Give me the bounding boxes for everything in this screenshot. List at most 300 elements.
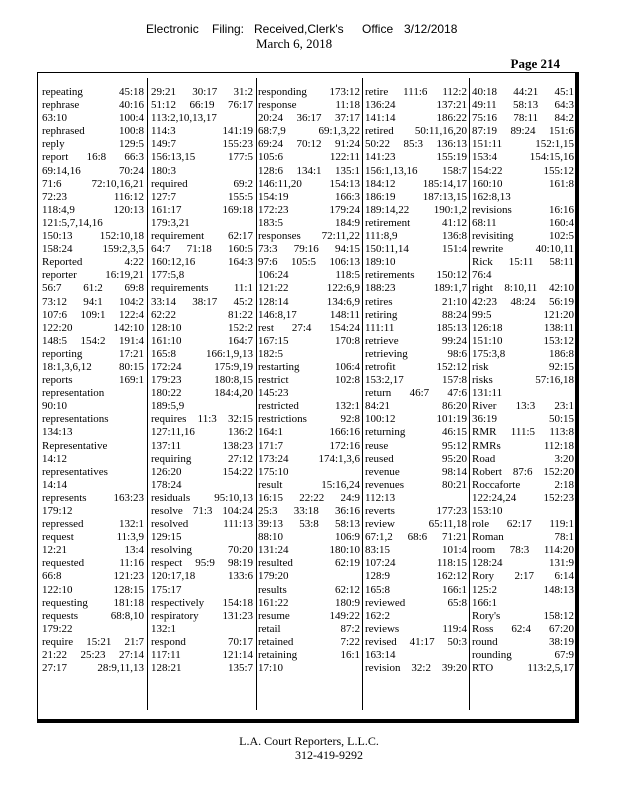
index-token: 175:17	[151, 583, 182, 596]
index-token: Reported	[42, 256, 83, 269]
index-token: 126:20	[151, 465, 182, 478]
index-entry	[151, 387, 253, 400]
index-entry	[365, 584, 467, 597]
index-entry	[258, 191, 360, 204]
index-entry	[151, 151, 253, 164]
index-token: respect	[151, 557, 183, 570]
index-token: risks	[472, 374, 493, 387]
index-entry	[42, 99, 144, 112]
index-entry	[472, 492, 574, 505]
index-token: 92:8	[340, 413, 360, 426]
index-token: 180:10	[329, 544, 360, 557]
index-token: 134:1	[296, 164, 322, 177]
index-entry	[42, 309, 144, 322]
index-entry	[42, 178, 144, 191]
index-token: 76:17	[227, 99, 253, 112]
index-entry	[258, 649, 360, 662]
index-entry	[365, 544, 467, 557]
index-token: 117:11	[151, 649, 181, 662]
index-entry	[258, 570, 360, 583]
index-token: 164:3	[227, 256, 253, 269]
index-token: role	[472, 518, 490, 531]
index-entry	[42, 361, 144, 374]
index-token: 72:10,16,21	[91, 177, 144, 190]
index-entry	[151, 256, 253, 269]
index-token: 27:17	[42, 662, 68, 675]
index-entry	[365, 662, 467, 675]
filing-header	[0, 20, 618, 54]
index-entry	[258, 584, 360, 597]
index-token: 18:1,3,6,12	[42, 360, 92, 373]
index-entry	[42, 597, 144, 610]
index-token: 15:16,24	[321, 478, 360, 491]
index-token: 121:23	[113, 570, 144, 583]
index-token: 150:13	[42, 230, 73, 243]
index-token: 46:7	[409, 387, 430, 400]
index-token: resolve	[151, 505, 183, 517]
index-token: retired	[365, 125, 394, 138]
index-token: revised	[365, 635, 397, 648]
index-entry	[42, 348, 144, 361]
index-token: 121:22	[258, 282, 289, 295]
index-token: 128:24	[472, 557, 503, 570]
index-token: 11:18	[335, 99, 360, 112]
index-token: 142:10	[113, 321, 144, 334]
index-token: 21:7	[124, 635, 144, 648]
index-token: 109:1	[80, 308, 106, 321]
index-token: 169:1	[118, 374, 144, 387]
index-token: 153:12	[543, 334, 574, 347]
index-token: 161:10	[151, 334, 182, 347]
index-entry	[151, 165, 253, 178]
index-token: 25:23	[80, 649, 106, 662]
index-token: 180:22	[151, 387, 182, 400]
index-token: 13:4	[124, 544, 144, 557]
index-token: 155:19	[436, 151, 467, 164]
index-entry	[151, 86, 253, 99]
index-token: 97:6	[258, 256, 278, 269]
index-entry	[42, 322, 144, 335]
index-token: 177:5,8	[151, 269, 185, 282]
index-token: RMR	[472, 426, 497, 439]
index-token: 166:1	[441, 583, 467, 596]
index-entry	[365, 282, 467, 295]
index-entry	[472, 243, 574, 256]
index-token: 6:14	[554, 570, 574, 583]
index-column-4	[365, 86, 467, 675]
index-token: 16:19,21	[105, 269, 144, 282]
index-token: 154:18	[222, 596, 253, 609]
index-token: requires	[151, 413, 187, 426]
column-divider	[147, 78, 148, 710]
index-token: 185:14,17	[422, 177, 467, 190]
index-token: 113:2,10,13,17	[151, 112, 217, 125]
index-token: resolving	[151, 544, 192, 557]
index-token: 122:20	[42, 321, 73, 334]
index-entry	[42, 610, 144, 623]
index-entry	[42, 217, 144, 230]
index-token: restricted	[258, 400, 299, 413]
index-token: 151:4	[441, 243, 467, 256]
index-token: 36:17	[296, 112, 322, 125]
index-token: 172:24	[151, 360, 182, 373]
index-entry	[258, 374, 360, 387]
index-entry	[151, 138, 253, 151]
index-token: 62:12	[334, 583, 360, 596]
index-token: 95:9	[195, 557, 215, 570]
index-token: 186:19	[365, 190, 396, 203]
index-entry	[258, 269, 360, 282]
index-entry	[42, 570, 144, 583]
index-token: 116:12	[113, 190, 144, 203]
index-token: 62:4	[511, 622, 531, 635]
index-token: 98:19	[227, 557, 253, 570]
index-entry	[151, 479, 253, 492]
index-entry	[365, 230, 467, 243]
index-token: 102:8	[334, 374, 360, 387]
index-entry	[365, 322, 467, 335]
index-entry	[365, 204, 467, 217]
index-entry	[258, 531, 360, 544]
index-token: 16:15	[258, 491, 284, 504]
index-token: 83:15	[365, 544, 391, 557]
index-entry	[472, 178, 574, 191]
index-token: 129:5	[118, 138, 144, 151]
index-entry	[365, 151, 467, 164]
index-token: 91:24	[334, 138, 360, 151]
index-token: 66:8	[42, 570, 62, 583]
index-token: 106:4	[334, 360, 360, 373]
index-entry	[258, 505, 360, 518]
index-entry	[42, 413, 144, 426]
index-token: 164:7	[227, 334, 253, 347]
index-entry	[365, 636, 467, 649]
index-entry	[472, 204, 574, 217]
index-token: resume	[258, 609, 290, 622]
index-entry	[472, 296, 574, 309]
index-token: 40:16	[118, 99, 144, 112]
index-token: 160:5	[227, 243, 253, 256]
index-entry	[365, 374, 467, 387]
index-entry	[151, 374, 253, 387]
index-token: review	[365, 518, 395, 531]
index-token: return	[365, 387, 392, 400]
index-entry	[365, 165, 467, 178]
index-entry	[365, 125, 467, 138]
index-token: 36:16	[334, 505, 360, 517]
index-token: 134:13	[42, 426, 73, 439]
index-token: 40:18	[472, 86, 498, 98]
index-token: revisiting	[472, 230, 514, 243]
index-token: RTO	[472, 662, 494, 675]
index-entry	[365, 191, 467, 204]
index-entry	[151, 269, 253, 282]
index-token: 50:15	[548, 413, 574, 426]
index-token: retaining	[258, 649, 298, 662]
index-token: 86:20	[441, 400, 467, 413]
index-entry	[42, 531, 144, 544]
index-entry	[42, 256, 144, 269]
index-token: 131:9	[548, 557, 574, 570]
index-token: 189:14,22	[365, 203, 410, 216]
index-entry	[151, 584, 253, 597]
index-token: 179:24	[329, 203, 360, 216]
index-token: 122:11	[329, 151, 360, 164]
index-entry	[365, 466, 467, 479]
index-token: respond	[151, 635, 186, 648]
index-token: 8:10,11	[504, 282, 538, 295]
index-entry	[258, 112, 360, 125]
index-token: 159:2,3,5	[102, 243, 144, 256]
index-entry	[472, 348, 574, 361]
index-token: 170:8	[334, 334, 360, 347]
index-token: 65:8	[447, 596, 467, 609]
index-token: 58:13	[334, 518, 360, 531]
index-token: 154:24	[329, 321, 360, 334]
index-token: 113:2,5,17	[527, 662, 574, 675]
index-entry	[258, 296, 360, 309]
index-entry	[42, 165, 144, 178]
index-token: Road	[472, 452, 496, 465]
index-token: rephrased	[42, 125, 85, 138]
index-token: 25:3	[258, 505, 278, 517]
index-entry	[151, 361, 253, 374]
index-token: 107:24	[365, 557, 396, 570]
index-token: results	[258, 583, 287, 596]
index-token: Ross	[472, 622, 494, 635]
index-token: 95:10,13	[214, 491, 253, 504]
index-token: 136:13	[436, 138, 467, 151]
index-token: 153:4	[472, 151, 498, 164]
index-token: Rory	[472, 570, 494, 583]
index-token: 152:1,15	[535, 138, 574, 151]
index-entry	[258, 623, 360, 636]
index-entry	[472, 610, 574, 623]
index-token: 16:16	[548, 203, 574, 216]
index-token: restrictions	[258, 413, 307, 426]
index-entry	[365, 492, 467, 505]
index-token: right	[472, 282, 493, 295]
index-entry	[151, 413, 253, 426]
index-token: 126:18	[472, 321, 503, 334]
column-divider	[362, 78, 363, 710]
index-token: reviewed	[365, 596, 406, 609]
index-token: 138:23	[222, 439, 253, 452]
index-entry	[258, 413, 360, 426]
index-token: 63:10	[42, 112, 68, 125]
index-token: 160:12,16	[151, 256, 196, 269]
index-entry	[472, 361, 574, 374]
index-entry	[151, 492, 253, 505]
index-token: 87:2	[340, 622, 360, 635]
index-entry	[258, 544, 360, 557]
index-entry	[42, 466, 144, 479]
index-entry	[42, 112, 144, 125]
index-token: 151:10	[472, 334, 503, 347]
index-token: 107:6	[42, 308, 68, 321]
index-token: 152:2	[227, 321, 253, 334]
index-entry	[472, 662, 574, 675]
index-token: 136:2	[227, 426, 253, 439]
index-token: 71:6	[42, 177, 62, 190]
index-token: 105:5	[290, 256, 317, 269]
index-token: 114:20	[543, 544, 574, 557]
index-token: 51:12	[151, 99, 177, 112]
index-token: 20:24	[258, 112, 284, 125]
index-token: 7:22	[340, 635, 360, 648]
index-token: 87:19	[472, 125, 498, 138]
index-token: 161:17	[151, 203, 182, 216]
index-token: 61:2	[83, 282, 103, 295]
index-token: respectively	[151, 596, 205, 609]
index-token: 92:15	[548, 360, 574, 373]
index-token: 56:7	[42, 282, 62, 295]
index-entry	[42, 191, 144, 204]
index-token: 112:2	[442, 86, 467, 98]
index-token: 45:1	[554, 86, 574, 98]
index-entry	[42, 453, 144, 466]
index-entry	[151, 518, 253, 531]
index-token: 106:13	[329, 256, 360, 269]
index-entry	[472, 282, 574, 295]
index-token: 136:8	[441, 230, 467, 243]
index-token: 135:7	[227, 662, 253, 675]
index-entry	[472, 597, 574, 610]
index-token: 64:3	[554, 99, 574, 112]
index-entry	[365, 269, 467, 282]
index-token: 190:1,2	[433, 203, 467, 216]
index-token: 44:21	[513, 86, 539, 98]
index-token: 33:14	[151, 295, 177, 308]
index-entry	[472, 217, 574, 230]
index-token: resolved	[151, 518, 189, 531]
index-token: 84:21	[365, 400, 391, 413]
index-token: 112:18	[543, 439, 574, 452]
index-token: 99:5	[472, 308, 492, 321]
index-entry	[472, 387, 574, 400]
index-token: restrict	[258, 374, 289, 387]
index-entry	[151, 505, 253, 518]
index-token: 128:6	[258, 164, 284, 177]
index-token: 163:14	[365, 649, 396, 662]
index-token: 171:7	[258, 439, 284, 452]
index-token: revisions	[472, 203, 512, 216]
index-entry	[472, 570, 574, 583]
index-token: 17:10	[258, 662, 284, 675]
index-entry	[42, 662, 144, 675]
index-entry	[151, 296, 253, 309]
index-token: 17:21	[118, 347, 144, 360]
index-token: 11:3,9	[116, 531, 144, 544]
index-token: 58:13	[513, 99, 539, 112]
index-token: 148:13	[543, 583, 574, 596]
index-token: 45:2	[233, 295, 253, 308]
index-token: 175:3,8	[472, 347, 506, 360]
index-entry	[151, 243, 253, 256]
index-entry	[365, 479, 467, 492]
index-entry	[42, 557, 144, 570]
index-token: 122:6,9	[326, 282, 360, 295]
index-token: 87:6	[512, 465, 533, 478]
index-token: round	[472, 635, 498, 648]
index-token: 128:15	[113, 583, 144, 596]
index-token: 158:24	[42, 243, 73, 256]
index-token: 155:5	[227, 190, 253, 203]
footer-company: L.A. Court Reporters, L.L.C.	[239, 734, 379, 748]
index-token: resulted	[258, 557, 293, 570]
index-token: 118:5	[335, 269, 360, 282]
index-token: retrofit	[365, 360, 396, 373]
index-entry	[258, 400, 360, 413]
index-token: 146:11,20	[258, 177, 302, 190]
index-entry	[472, 636, 574, 649]
index-token: 132:1	[151, 622, 177, 635]
index-entry	[151, 440, 253, 453]
index-entry	[365, 256, 467, 269]
index-token: 11:3	[197, 413, 217, 426]
index-token: 156:13,15	[151, 151, 196, 164]
index-token: 148:5	[42, 334, 68, 347]
index-token: requiring	[151, 452, 192, 465]
index-entry	[42, 544, 144, 557]
index-token: 121:20	[543, 308, 574, 321]
index-token: reporting	[42, 347, 83, 360]
index-token: 78:3	[509, 544, 530, 557]
index-token: 98:14	[441, 465, 467, 478]
index-entry	[258, 597, 360, 610]
index-token: 70:12	[296, 138, 322, 151]
index-entry	[365, 387, 467, 400]
index-token: 38:19	[548, 635, 574, 648]
index-token: 114:3	[151, 125, 176, 138]
index-entry	[42, 505, 144, 518]
index-entry	[472, 453, 574, 466]
index-entry	[258, 557, 360, 570]
index-token: retail	[258, 622, 281, 635]
index-token: 155:12	[543, 164, 574, 177]
header-filing: Filing:	[212, 22, 245, 36]
index-token: 101:4	[441, 544, 467, 557]
footer	[0, 734, 618, 762]
index-entry	[42, 125, 144, 138]
index-entry	[365, 453, 467, 466]
index-entry	[151, 230, 253, 243]
index-entry	[258, 309, 360, 322]
index-token: 175:9,19	[214, 360, 253, 373]
index-token: 172:23	[258, 203, 289, 216]
index-token: 136:24	[365, 99, 396, 112]
index-token: reviews	[365, 622, 400, 635]
index-token: 121:5,7,14,16	[42, 216, 103, 229]
index-token: 128:21	[151, 662, 182, 675]
index-entry	[42, 296, 144, 309]
index-token: 70:17	[227, 635, 253, 648]
index-token: 160:4	[548, 216, 574, 229]
index-entry	[151, 112, 253, 125]
index-token: 69:8	[124, 282, 144, 295]
index-token: 181:18	[113, 596, 144, 609]
index-entry	[42, 269, 144, 282]
index-token: revision	[365, 662, 401, 675]
index-token: 177:23	[436, 505, 467, 517]
index-token: 105:6	[258, 151, 284, 164]
index-token: 49:11	[472, 99, 497, 112]
index-entry	[258, 178, 360, 191]
index-token: 40:10,11	[535, 243, 574, 256]
index-entry	[258, 662, 360, 675]
index-entry	[365, 217, 467, 230]
index-token: 76:4	[472, 269, 492, 282]
